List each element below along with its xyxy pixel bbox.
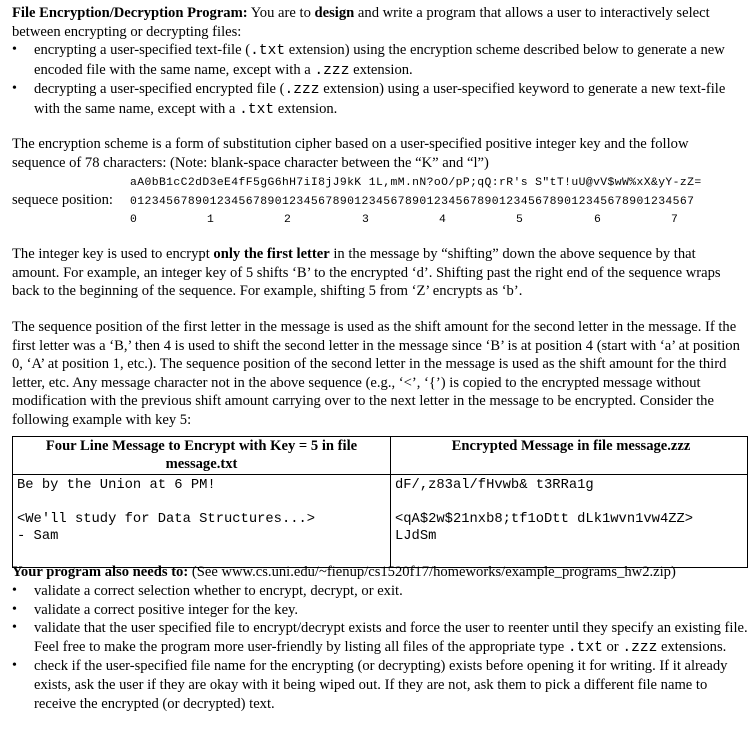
character-sequence: aA0bB1cC2dD3eE4fF5gG6hH7iI8jJ9kK 1L,mM.nN?oO/pP;qQ:rR's S"tT!uU@vV$wW%xX&yY-zZ= [130, 177, 702, 189]
list-item: • validate that the user specified file to encrypt/decrypt exists and force the user to reenter until they specify an existing file. Feel free to make the program more user-friendly by listing all files of the appropriate type .txt or .zzz extensions. [0, 619, 748, 657]
needs-bullet-list [0, 582, 748, 713]
tens-label: 7 [671, 214, 678, 226]
list-item: • validate a correct selection whether to encrypt, decrypt, or exit. [0, 582, 748, 601]
sequence-position-paragraph: The sequence position of the first letter in the message is used as the shift amount for the second letter in the message. If the first letter was a ‘B,’ then 4 is used to shift the second letter in the message since ‘B’ is at position 4 (start with ‘a’ at position 0, ‘A’ at position 1, etc.). The sequence position of the second letter in the message is used as the shift amount for the third letter, etc. Any message character not in the above sequence (e.g., ‘<’, ‘{’) is copied to the encrypted message without modification with the previous shift amount carrying over to the next letter in the message to be encrypted. Consider the following example with key 5: [12, 319, 740, 428]
list-item: • validate a correct positive integer for the key. [0, 601, 748, 620]
scheme-paragraph: The encryption scheme is a form of substitution cipher based on a user-specified positive integer key and the follow sequence of 78 characters: (Note: blank-space character between the “K” and “l”) [12, 136, 689, 171]
position-digits: 012345678901234567890123456789012345678901234567890123456789012345678901234567 [130, 196, 695, 208]
table-row [13, 475, 748, 568]
list-item: • check if the user-specified file name for the encrypting (or decrypting) exists before opening it for writing. If it already exists, ask the user if they are okay with it being wiped out. If they are not, ask them to pick a different file name to receive the encrypted (or decrypted) text. [0, 657, 748, 713]
table-header-right: Encrypted Message in file message.zzz [391, 437, 748, 475]
example-table [12, 436, 748, 568]
intro-paragraph: File Encryption/Decryption Program: You are to design and write a program that allows a user to interactively select between encrypting or decrypting files: [12, 5, 710, 40]
tens-label: 2 [284, 214, 291, 226]
position-label: sequece position: [12, 192, 113, 208]
list-item: • decrypting a user-specified encrypted file (.zzz extension) using a user-specified keyword to generate a new text-file with the same name, except with a .txt extension. [0, 80, 748, 119]
table-header-left: Four Line Message to Encrypt with Key = 5 in file message.txt [13, 437, 391, 475]
plaintext-cell: Be by the Union at 6 PM! <We'll study for Data Structures...> - Sam [13, 475, 391, 568]
intro-bullet-list [0, 41, 748, 119]
tens-label: 4 [439, 214, 446, 226]
tens-label: 0 [130, 214, 137, 226]
ciphertext-cell: dF/,z83al/fHvwb& t3RRa1g <qA$2w$21nxb8;tf1oDtt dLk1wvn1vw4ZZ> LJdSm [391, 475, 748, 568]
tens-label: 6 [594, 214, 601, 226]
table-header-row [13, 437, 748, 475]
tens-label: 1 [207, 214, 214, 226]
shift-paragraph: The integer key is used to encrypt only the first letter in the message by “shifting” down the above sequence by that amount. For example, an integer key of 5 shifts ‘B’ to the encrypted ‘d’. Shifting past the right end of the sequence wraps back to the beginning of the sequence. For example, shifting 5 from ‘Z’ encrypts as ‘b’. [12, 246, 721, 300]
list-item: • encrypting a user-specified text-file (.txt extension) using the encryption scheme described below to generate a new encoded file with the same name, except with a .zzz extension. [0, 41, 748, 80]
program-title: File Encryption/Decryption Program: [12, 5, 248, 21]
needs-heading: Your program also needs to: (See www.cs.uni.edu/~fienup/cs1520f17/homeworks/example_programs_hw2.zip) [12, 564, 676, 580]
tens-label: 3 [362, 214, 369, 226]
tens-label: 5 [516, 214, 523, 226]
